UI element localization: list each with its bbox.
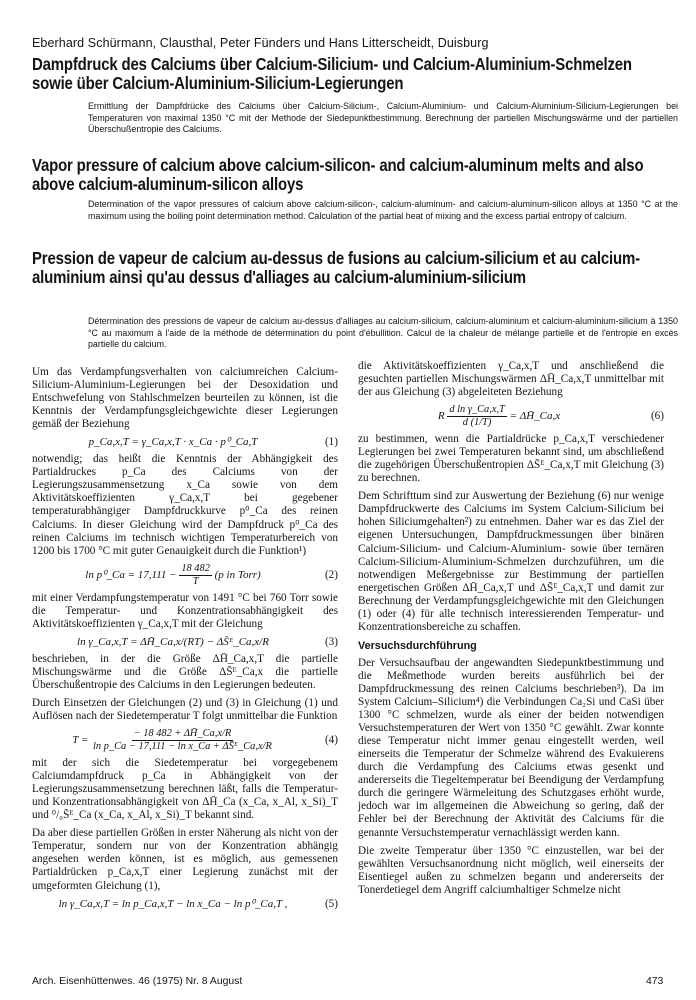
equation-number: (4)	[324, 734, 338, 747]
author-line: Eberhard Schürmann, Clausthal, Peter Fünders und Hans Litterscheidt, Duisburg	[32, 36, 489, 50]
title-english: Vapor pressure of calcium above calcium-silicon- and calcium-aluminum melts and also above calcium-aluminum-silicon alloys	[32, 155, 644, 194]
title-french: Pression de vapeur de calcium au-dessus de fusions au calcium-silicium et au calcium-aluminium ainsi qu'au dessus d'alliages au calcium-aluminium-silicium	[32, 248, 640, 287]
equation-lhs: R	[437, 410, 445, 423]
paragraph: Um das Verdampfungsverhalten von calciumreichen Calcium-Silicium-Aluminium-Legierungen bei der Desoxidation und Entschwefelung von Stahlschmelzen beurteilen zu können, ist die Kenntnis der Verdampfungsgleichgewichte dieser Legierungen gemäß der Beziehung	[32, 366, 338, 431]
title-german-block	[32, 55, 672, 93]
paragraph: Der Versuchsaufbau der angewandten Siedepunktbestimmung und die Meßmethode wurden bereits ausführlich bei der Dampfdruckmessung des reinen Calciums beschrieben³). Da im System Calcium–Silicium⁴) die Verbindungen Ca₂Si und CaSi über 1300 °C schmelzen, wurde als einer der beiden notwendigen Versuchstemperaturen der Wert von 1350 °C gewählt. Zwar konnte diese Temperatur nicht immer genau eingestellt werden, weil einerseits die Temperatur der Schmelze während des Evakuierens durch die Verdampfung des Calciums etwas gesenkt und andererseits die Tiegeltemperatur bei Beendigung der Verdampfung durch die geringere Wärmeleitung des Schutzgases erhöht wurde, jedoch war im allgemeinen die Abweichung so gering, daß der Fehler bei der Berechnung der Aktivität des Calciums für die genannte Versuchstemperatur vernachlässigt werden kann.	[358, 656, 664, 839]
fraction-numerator: d ln γ_Ca,x,T	[449, 404, 505, 416]
body-column-right	[358, 360, 664, 902]
paragraph: Dem Schrifttum sind zur Auswertung der Beziehung (6) nur wenige Dampfdruckwerte des Calciums im System Calcium-Silicium bei hohen Siliciumgehalten²) zu entnehmen. Daher war es das Ziel der eigenen Untersuchungen, Dampfdruckmessungen über binären Calcium-Silicium- und Calcium-Aluminium- sowie über ternären Calcium-Silicium-Aluminium-Schmelzen durchzuführen, um die notwendigen Meßergebnisse zur Bestimmung der partiellen energetischen Größen ΔH̄_Ca,x,T und ΔS̄ᴱ_Ca,x,T und damit zur Berechnung der Verdampfungsgleichgewichte mit den Gleichungen (1) oder (4) für alle technisch interessierenden Temperatur- und Konzentrationsbereiche zu schaffen.	[358, 490, 664, 633]
equation-text: ln γ_Ca,x,T = ln p_Ca,x,T − ln x_Ca − ln p⁰_Ca,T ,	[58, 897, 288, 910]
title-french-block	[32, 249, 672, 287]
abstract-german: Ermittlung der Dampfdrücke des Calciums über Calcium-Silicium-, Calcium-Aluminium- und Calcium-Aluminium-Silicium-Legierungen bei Temperaturen von maximal 1350 °C mit der Methode der Siedepunktbestimmung. Berechnung der partiellen Mischungswärme und der partiellen Überschußentropie des Calciums.	[88, 101, 678, 135]
equation-rhs: (p in Torr)	[214, 568, 261, 581]
equation-5	[32, 898, 338, 911]
equation-number: (5)	[324, 897, 338, 910]
paragraph: mit der sich die Siedetemperatur bei vorgegebenem Calciumdampfdruck p_Ca in Abhängigkeit von der Legierungszusammensetzung berechnen läßt, falls die Temperatur- und Konzentrationsabhängigkeit von ΔH̄_Ca (x_Ca, x_Al, x_Si)_T und ⁰/₀S̄ᴱ_Ca (x_Ca, x_Al, x_Si)_T bekannt sind.	[32, 757, 338, 822]
fraction	[179, 563, 212, 588]
equation-2	[32, 563, 338, 588]
section-heading: Versuchsdurchführung	[358, 639, 477, 652]
equation-lhs: T =	[72, 734, 89, 747]
paragraph: Da aber diese partiellen Größen in erster Näherung als nicht von der Temperatur, sondern nur von der Konzentration abhängig angesehen werden können, ist es möglich, aus gemessenen Partialdrücken p_Ca,x,T einer Legierung zunächst mit der umgeformten Gleichung (1),	[32, 827, 338, 892]
page-number: 473	[646, 976, 664, 987]
equation-number: (6)	[650, 410, 664, 423]
paragraph: zu bestimmen, wenn die Partialdrücke p_Ca,x,T verschiedener Legierungen bei zwei Temperaturen bekannt sind, um abschließend die zugehörigen Überschußentropien ΔS̄ᴱ_Ca,x,T mit Gleichung (3) zu berechnen.	[358, 433, 664, 485]
equation-number: (1)	[324, 436, 338, 449]
equation-text	[358, 404, 640, 429]
journal-citation: Arch. Eisenhüttenwes. 46 (1975) Nr. 8 August	[32, 976, 243, 987]
fraction	[91, 728, 274, 753]
equation-text	[32, 563, 314, 588]
paragraph: beschrieben, in der die Größe ΔH̄_Ca,x,T die partielle Mischungswärme und die Größe ΔS̄ᴱ_Ca,x die partielle Überschußentropie des Calciums in den Legierungen bedeuten.	[32, 652, 338, 691]
paragraph: mit einer Verdampfungstemperatur von 1491 °C bei 760 Torr sowie die Temperatur- und Konzentrationsabhängigkeit des Aktivitätskoeffizienten γ_Ca,x,T mit der Gleichung	[32, 591, 338, 630]
fraction-denominator: d (1/T)	[462, 417, 492, 429]
paragraph: Die zweite Temperatur über 1350 °C einzustellen, war bei der gewählten Versuchsanordnung nicht möglich, weil einerseits der Eisentiegel außen zu schmelzen begann und andererseits der Tonerdetiegel dem Angriff calciumhaltiger Schmelze nicht	[358, 844, 664, 896]
equation-text	[32, 728, 314, 753]
paragraph: notwendig; das heißt die Kenntnis der Abhängigkeit des Partialdruckes p_Ca des Calciums von der Legierungszusammensetzung x_Ca sowie von dem Aktivitätskoeffizienten γ_Ca,x,T bei gegebener temperaturabhängiger Dampfdruckkurve p⁰_Ca des reinen Calciums. In dieser Gleichung wird der Dampfdruck p⁰_Ca des reinen Calciums im technisch wichtigen Temperaturbereich von 1200 bis 1700 °C mit guter Genauigkeit durch die Funktion¹)	[32, 453, 338, 557]
abstract-french: Détermination des pressions de vapeur de calcium au-dessus d'alliages au calcium-silicium, calcium-aluminium et calcium-aluminium-silicium à 1350 °C au maximum à l'aide de la méthode de détermination du point d'ébullition. Calcul de la chaleur de mélange partielle et de l'entropie en excès partielle du calcium.	[88, 316, 678, 350]
fraction-numerator: − 18 482 + ΔH̄_Ca,x/R	[133, 728, 232, 740]
paragraph: die Aktivitätskoeffizienten γ_Ca,x,T und anschließend die gesuchten partiellen Mischungswärmen ΔH̄_Ca,x,T unmittelbar mit der aus Gleichung (3) abgeleiteten Beziehung	[358, 360, 664, 399]
equation-text: p_Ca,x,T = γ_Ca,x,T · x_Ca · p⁰_Ca,T	[88, 436, 258, 449]
equation-number: (3)	[324, 635, 338, 648]
equation-rhs: = ΔH̄_Ca,x	[509, 410, 561, 423]
equation-number: (2)	[324, 568, 338, 581]
fraction	[447, 404, 506, 429]
equation-text: ln γ_Ca,x,T = ΔH̄_Ca,x/(RT) − ΔS̄ᴱ_Ca,x/R	[77, 635, 269, 648]
abstract-english: Determination of the vapor pressures of calcium above calcium-silicon-, calcium-aluminum- and calcium-aluminum-silicon alloys at 1350 °C at the maximum using the boiling point determination method. Calculation of the partial heat of mixing and the excess partial entropy of calcium.	[88, 199, 678, 221]
fraction-numerator: 18 482	[181, 562, 210, 574]
equation-3	[32, 636, 338, 649]
paragraph: Durch Einsetzen der Gleichungen (2) und (3) in Gleichung (1) und Auflösen nach der Siedetemperatur T folgt unmittelbar die Funktion	[32, 696, 338, 723]
body-column-left	[32, 366, 338, 915]
equation-6	[358, 404, 664, 429]
title-german: Dampfdruck des Calciums über Calcium-Silicium- und Calcium-Aluminium-Schmelzen sowie über Calcium-Aluminium-Silicium-Legierungen	[32, 54, 632, 93]
equation-lhs: ln p⁰_Ca = 17,111 −	[85, 568, 177, 581]
fraction-denominator: T	[192, 575, 199, 587]
equation-1	[32, 436, 338, 449]
equation-4	[32, 728, 338, 753]
title-english-block	[32, 156, 672, 194]
fraction-denominator: ln p_Ca − 17,111 − ln x_Ca + ΔS̄ᴱ_Ca,x/R	[93, 741, 272, 753]
